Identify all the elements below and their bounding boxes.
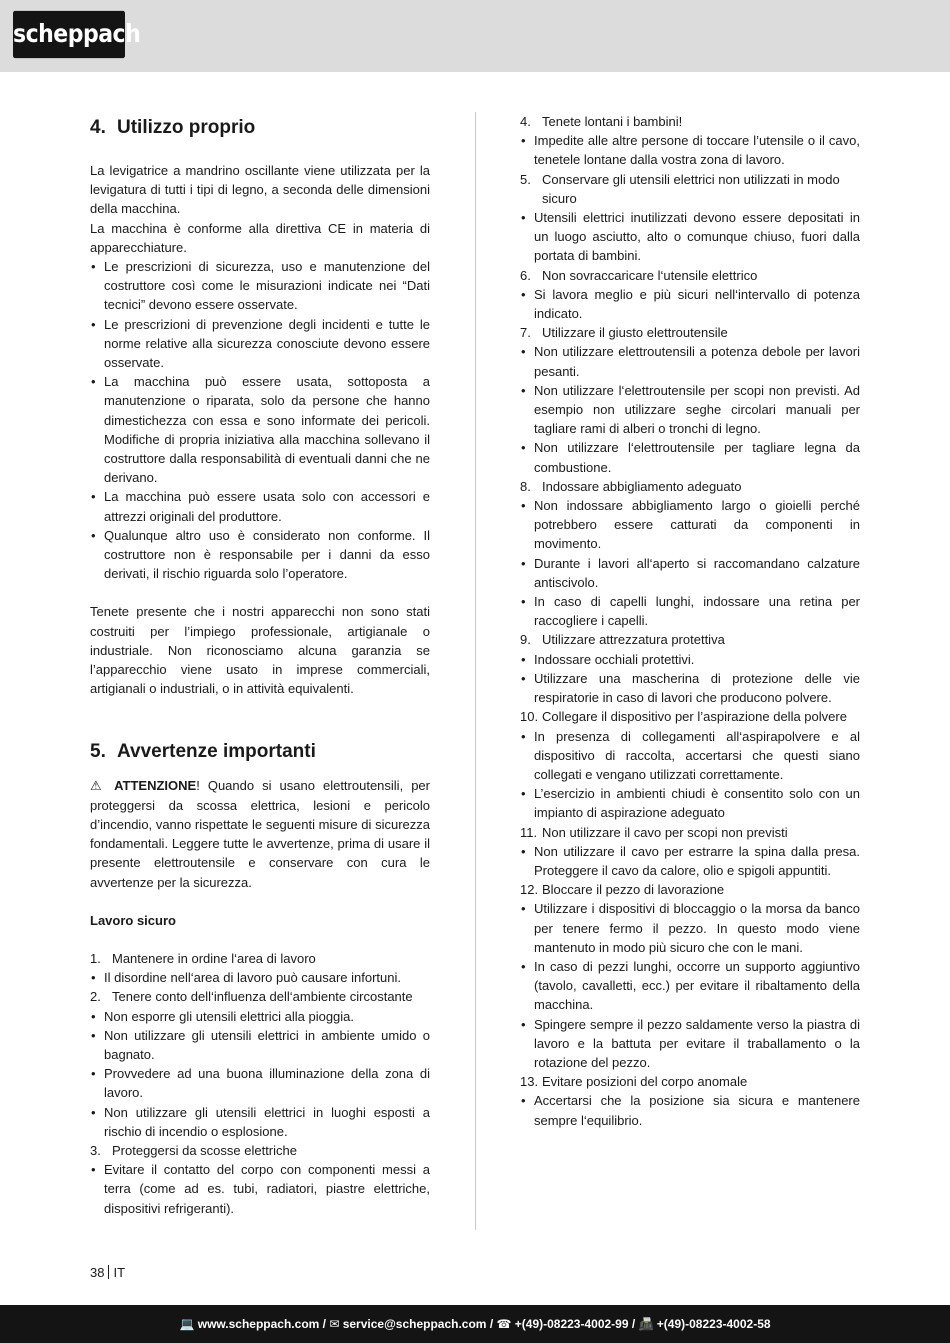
list-item: • Non utilizzare l‘elettroutensile per scopi non previsti. Ad esempio non utilizzare seghe circolari manuali per tagliare rami di alberi o tronchi di legno. xyxy=(520,381,860,439)
section-4-bullets xyxy=(90,257,430,583)
list-item: • L’esercizio in ambienti chiudi è consentito solo con un impianto di aspirazione adeguato xyxy=(520,784,860,822)
list-item: • Si lavora meglio e più sicuri nell‘intervallo di potenza indicato. xyxy=(520,285,860,323)
list-item: • In caso di pezzi lunghi, occorre un supporto aggiuntivo (tavolo, cavalletti, ecc.) per evitare il ribaltamento della macchina. xyxy=(520,957,860,1015)
warning-label: ATTENZIONE xyxy=(114,778,197,794)
numbered-item: 2. Tenere conto dell‘influenza dell‘ambiente circostante xyxy=(90,989,413,1005)
list-item: • Evitare il contatto del corpo con componenti messi a terra (come ad es. tubi, radiatori, piastre elettriche, dispositivi refrigeranti). xyxy=(90,1160,430,1218)
numbered-item: 1. Mantenere in ordine l‘area di lavoro xyxy=(90,950,316,966)
list-item: • La macchina può essere usata, sottoposta a manutenzione o riparata, solo da persone che hanno dimestichezza con essa e sono informate dei pericoli. Modifiche di propria iniziativa alla macchina sollevano il costruttore dalla responsabilità di eventuali danni che ne derivano. xyxy=(90,372,430,487)
numbered-item: 7. Utilizzare il giusto elettroutensile xyxy=(520,325,728,341)
warning-paragraph xyxy=(90,776,430,891)
numbered-item: 8. Indossare abbigliamento adeguato xyxy=(520,478,742,494)
list-item: • Il disordine nell‘area di lavoro può causare infortuni. xyxy=(90,968,430,987)
right-column xyxy=(520,112,860,1130)
list-item: • Spingere sempre il pezzo saldamente verso la piastra di lavoro e la battuta per evitare il traballamento o la rotazione del pezzo. xyxy=(520,1015,860,1073)
numbered-item: 13. Evitare posizioni del corpo anomale xyxy=(520,1074,748,1090)
numbered-item: 5. Conservare gli utensili elettrici non utilizzati in modo sicuro xyxy=(520,171,840,206)
list-item: • Non indossare abbigliamento largo o gioielli perché potrebbero essere catturati da componenti in movimento. xyxy=(520,496,860,554)
page-number: 38 IT xyxy=(90,1265,126,1280)
list-item: • Non utilizzare il cavo per estrarre la spina dalla presa. Proteggere il cavo da calore, olio e spigoli appuntiti. xyxy=(520,842,860,880)
numbered-item: 12. Bloccare il pezzo di lavorazione xyxy=(520,882,725,898)
section-4-closing: Tenete presente che i nostri apparecchi non sono stati costruiti per l’impiego professionale, artigianale o industriale. Non riconosciamo alcuna garanzia se l’apparecchio viene usato in imprese commerciali, artigianali o industriali, o in attività equivalenti. xyxy=(90,604,430,697)
list-item: • Utilizzare una mascherina di protezione delle vie respiratorie in caso di lavori che producono polvere. xyxy=(520,669,860,707)
subheading-lavoro-sicuro: Lavoro sicuro xyxy=(90,912,176,928)
list-item: • Qualunque altro uso è considerato non conforme. Il costruttore non è responsabile per i danni da esso derivati, il rischio riguarda solo l’operatore. xyxy=(90,526,430,584)
list-item: • Non utilizzare l‘elettroutensile per tagliare legna da combustione. xyxy=(520,438,860,476)
list-item: • Durante i lavori all‘aperto si raccomandano calzature antiscivolo. xyxy=(520,554,860,592)
list-item: • Non utilizzare elettroutensili a potenza debole per lavori pesanti. xyxy=(520,342,860,380)
warning-icon: ⚠ xyxy=(90,778,107,794)
warning-text: ! Quando si usano elettroutensili, per proteggersi da scossa elettrica, lesioni e pericolo d’incendio, vanno rispettate le seguenti misure di sicurezza fondamentali. Leggere tutte le avvertenze, prima di usare il presente elettroutensile e conservare con cura le avvertenze per la sicurezza. xyxy=(90,778,430,890)
list-item: • Non utilizzare gli utensili elettrici in ambiente umido o bagnato. xyxy=(90,1026,430,1064)
list-item: • Utensili elettrici inutilizzati devono essere depositati in un luogo asciutto, alto o comunque chiuso, fuori dalla portata di bambini. xyxy=(520,208,860,266)
list-item: • Le prescrizioni di prevenzione degli incidenti e tutte le norme relative alla sicurezza conosciute devono essere osservate. xyxy=(90,315,430,373)
left-column xyxy=(90,112,430,1218)
list-item: • Utilizzare i dispositivi di bloccaggio o la morsa da banco per tenere fermo il pezzo. In questo modo viene mantenuto in modo più sicuro che con le mani. xyxy=(520,899,860,957)
numbered-item: 4. Tenete lontani i bambini! xyxy=(520,114,683,129)
contact-footer: 💻 www.scheppach.com / ✉ service@scheppach.com / ☎ +(49)-08223-4002-99 / 📠 +(49)-08223-4002-58 xyxy=(0,1305,950,1343)
list-item: • Accertarsi che la posizione sia sicura e mantenere sempre l‘equilibrio. xyxy=(520,1091,860,1129)
section-4-heading: 4. Utilizzo proprio xyxy=(90,117,256,138)
list-item: • Provvedere ad una buona illuminazione della zona di lavoro. xyxy=(90,1064,430,1102)
numbered-item: 9. Utilizzare attrezzatura protettiva xyxy=(520,632,725,648)
numbered-item: 11. Non utilizzare il cavo per scopi non previsti xyxy=(520,824,788,840)
numbered-item: 3. Proteggersi da scosse elettriche xyxy=(90,1142,297,1158)
list-item: • Le prescrizioni di sicurezza, uso e manutenzione del costruttore così come le misurazioni indicate nei “Dati tecnici” devono essere osservate. xyxy=(90,257,430,315)
brand-logo: scheppach xyxy=(13,11,125,58)
list-item: • Indossare occhiali protettivi. xyxy=(520,650,860,669)
section-4-intro-1: La levigatrice a mandrino oscillante viene utilizzata per la levigatura di tutti i tipi di legno, a seconda delle dimensioni della macchina. xyxy=(90,163,430,217)
list-item: • In caso di capelli lunghi, indossare una retina per raccogliere i capelli. xyxy=(520,592,860,630)
list-item: • Non utilizzare gli utensili elettrici in luoghi esposti a rischio di incendio o esplosione. xyxy=(90,1103,430,1141)
section-4-intro-2: La macchina è conforme alla direttiva CE in materia di apparecchiature. xyxy=(90,220,430,255)
numbered-item: 6. Non sovraccaricare l‘utensile elettrico xyxy=(520,267,758,283)
list-item: • La macchina può essere usata solo con accessori e attrezzi originali del produttore. xyxy=(90,487,430,525)
list-item: • Impedite alle altre persone di toccare l’utensile o il cavo, tenetele lontane dalla vostra zona di lavoro. xyxy=(520,131,860,169)
list-item: • Non esporre gli utensili elettrici alla pioggia. xyxy=(90,1007,430,1026)
list-item: • In presenza di collegamenti all‘aspirapolvere e al dispositivo di raccolta, accertarsi che questi siano collegati e vengano utilizzati correttamente. xyxy=(520,727,860,785)
numbered-item: 10. Collegare il dispositivo per l’aspirazione della polvere xyxy=(520,709,847,725)
column-divider xyxy=(475,112,476,1230)
header-band xyxy=(0,0,950,72)
section-5-heading: 5. Avvertenze importanti xyxy=(90,741,316,763)
